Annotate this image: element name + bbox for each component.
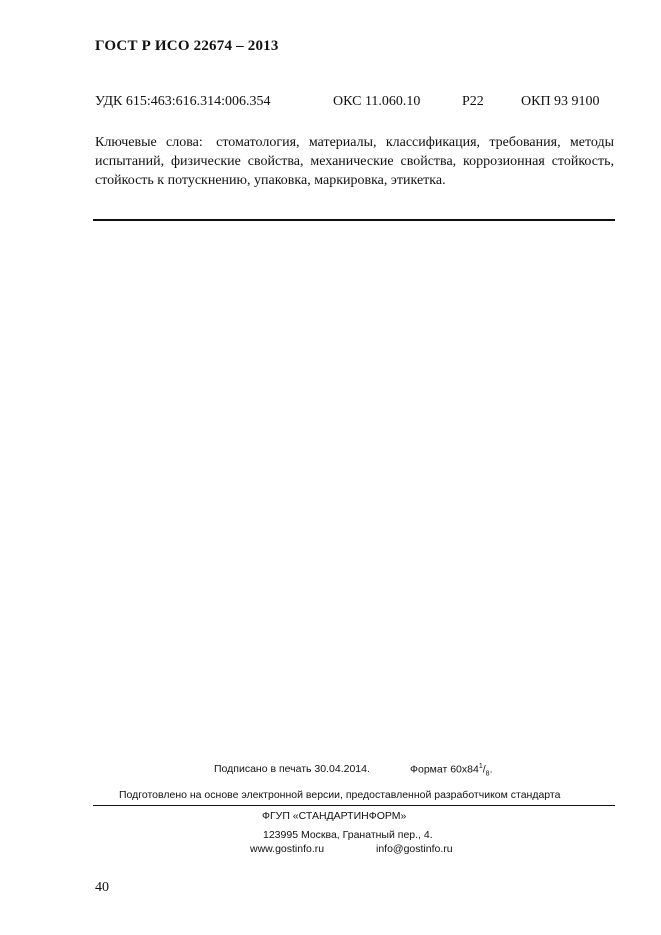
signed-date: Подписано в печать 30.04.2014.	[214, 763, 370, 775]
format-denominator: 8	[485, 770, 490, 778]
format-numerator: 1	[478, 763, 483, 770]
keywords-paragraph	[95, 133, 614, 190]
udk-code: УДК 615:463:616.314:006.354	[95, 94, 271, 109]
prepared-note: Подготовлено на основе электронной версии, предоставленной разработчиком стандарта	[119, 789, 561, 801]
publisher-email: info@gostinfo.ru	[376, 843, 453, 855]
print-format: Формат $60х84^1/_8$.	[410, 763, 493, 778]
format-end: .	[489, 763, 493, 776]
format-label: Формат 60х84	[410, 763, 479, 776]
bottom-divider	[93, 805, 615, 806]
okp-code: ОКП 93 9100	[521, 94, 600, 109]
publisher-website: www.gostinfo.ru	[250, 843, 325, 855]
keywords-label: Ключевые слова:	[95, 135, 203, 150]
top-divider	[93, 219, 615, 221]
standard-title: ГОСТ Р ИСО 22674 – 2013	[95, 38, 279, 54]
publisher-address: 123995 Москва, Гранатный пер., 4.	[263, 829, 433, 841]
group-code: Р22	[462, 94, 484, 109]
publisher-name: ФГУП «СТАНДАРТИНФОРМ»	[262, 810, 407, 822]
page-number: 40	[95, 880, 109, 895]
oks-code: ОКС 11.060.10	[333, 94, 421, 109]
keywords-text: стоматология, материалы, классификация, требования, методы испытаний, физические свойства, механические свойства, коррозионная стойкость, стойкость к потускнению, упаковка, маркировка, этикетка.	[95, 135, 615, 188]
